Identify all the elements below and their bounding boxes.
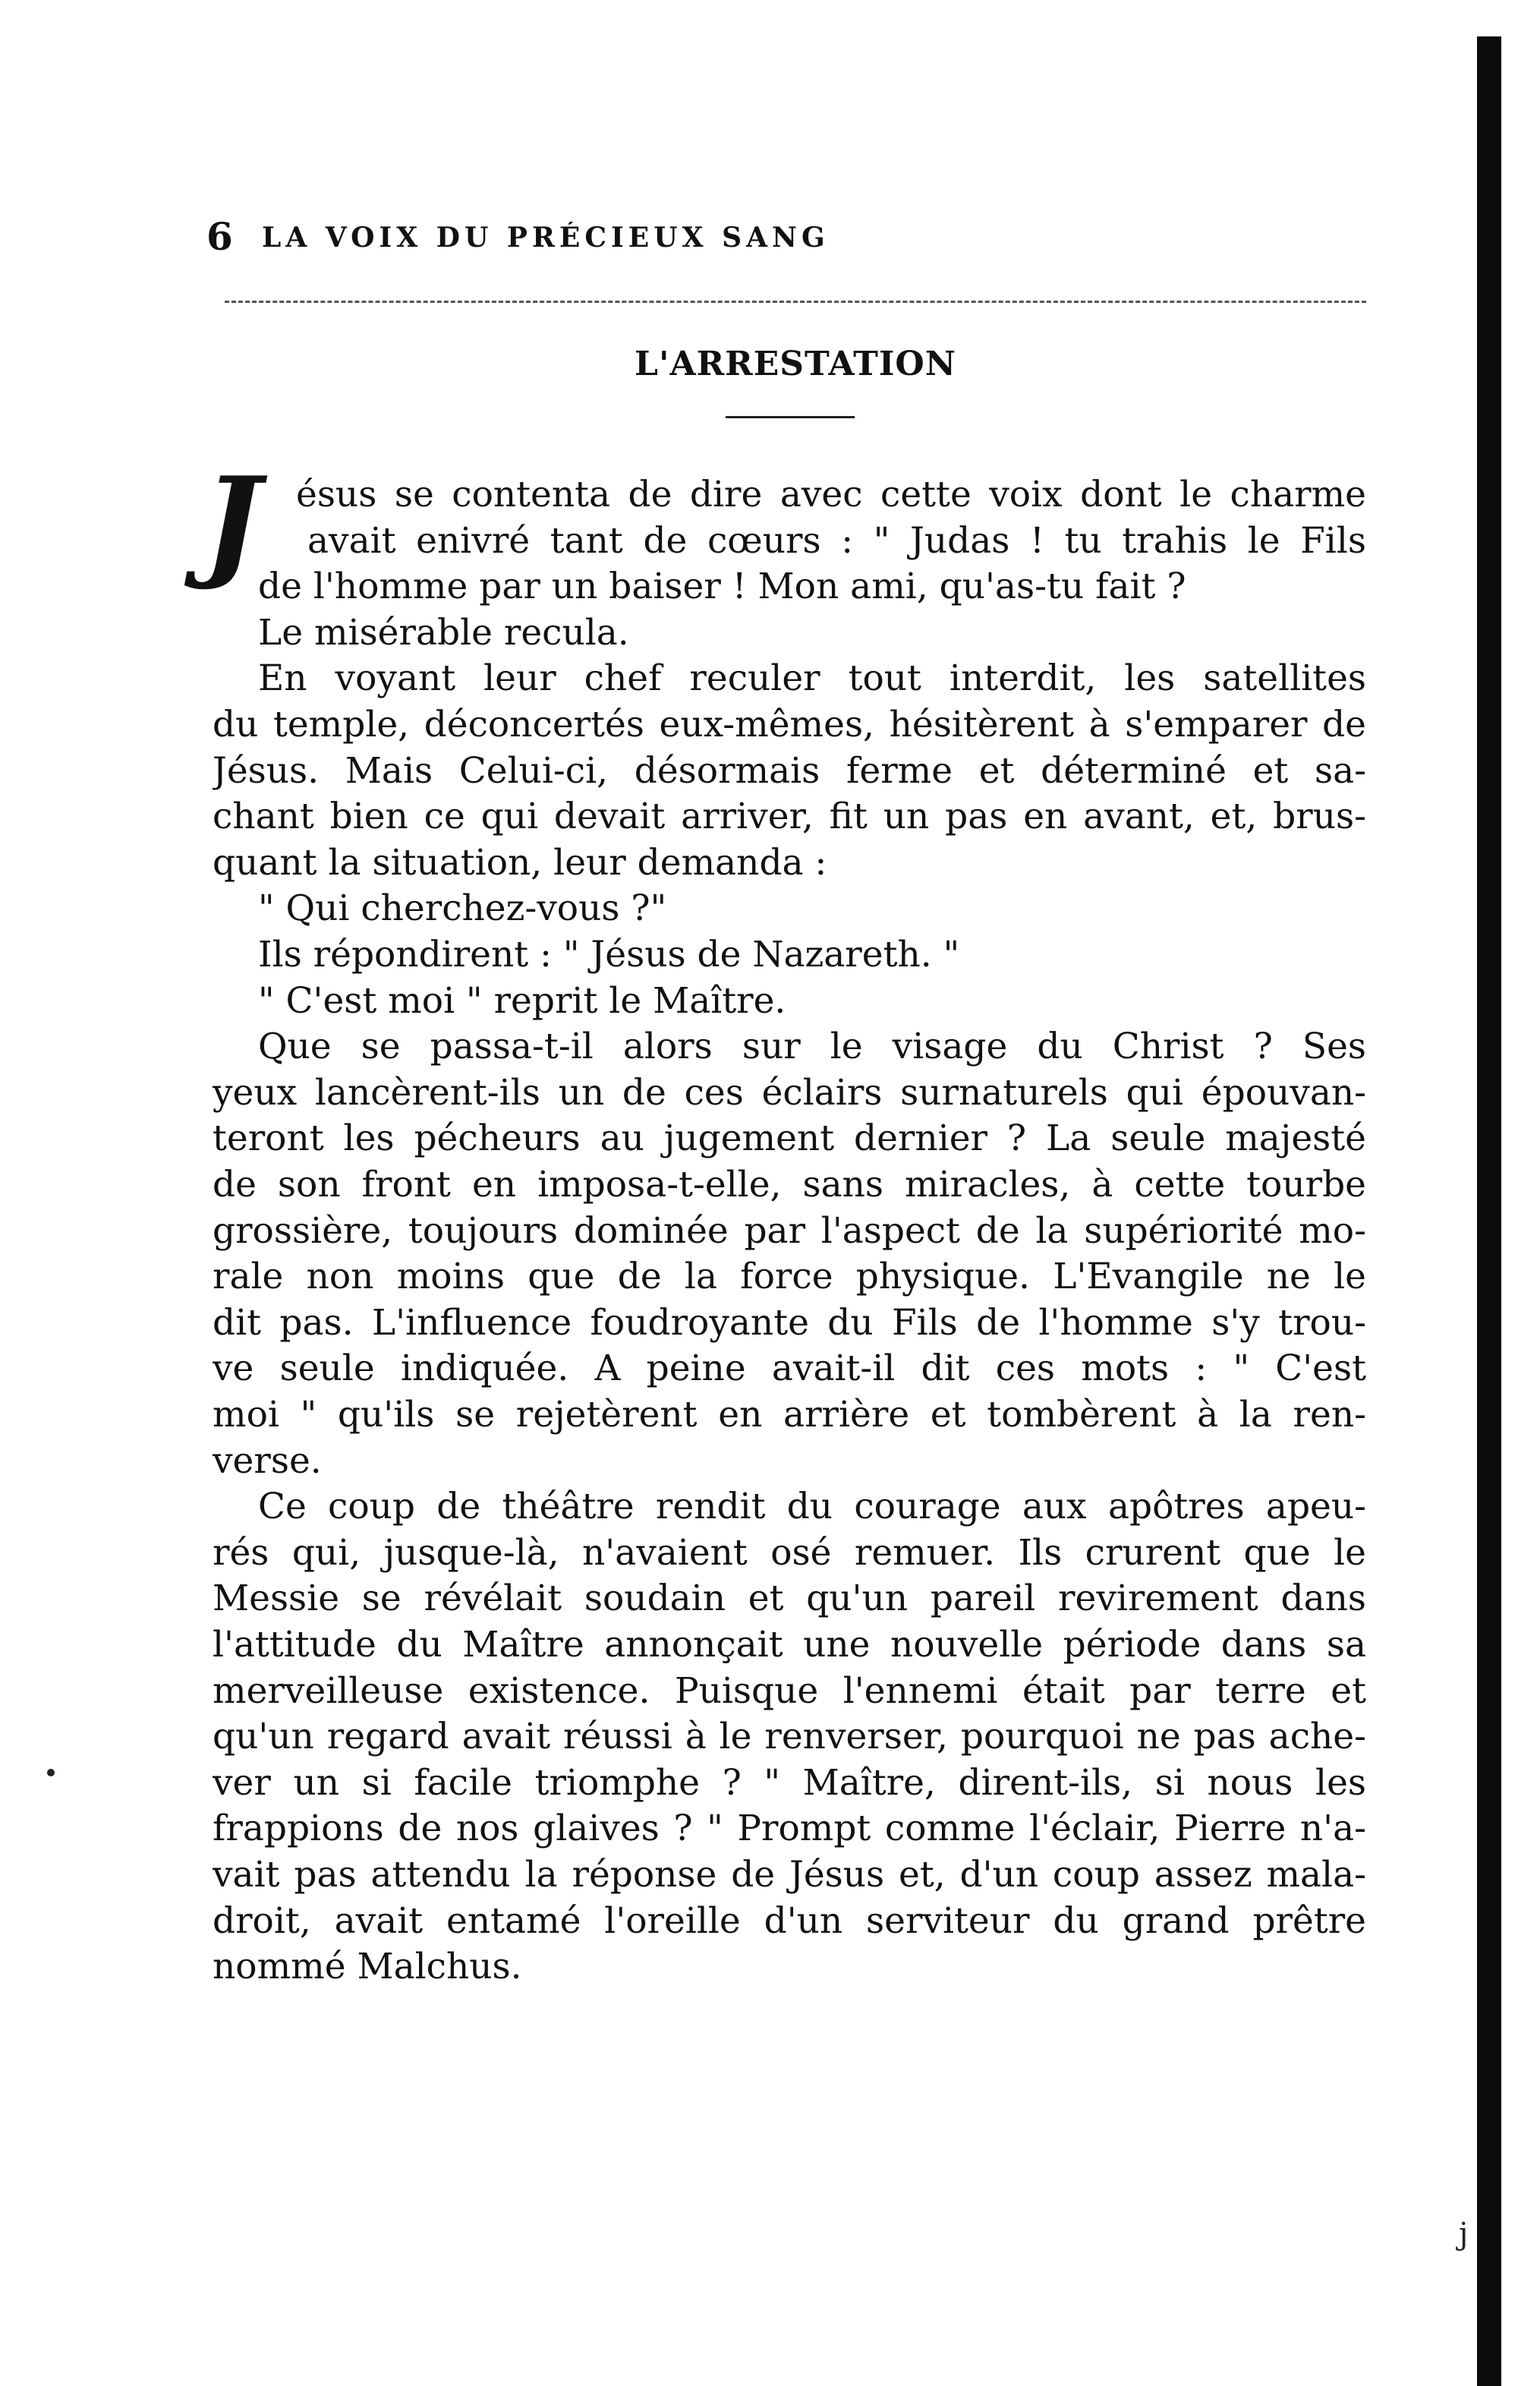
text-line: rale non moins que de la force physique. L'Evangile ne le [213,1256,1366,1297]
text-line: verse. [213,1440,322,1482]
text-line: ver un si facile triomphe ? " Maître, dirent-ils, si nous les [213,1762,1366,1804]
text-line: Jésus. Mais Celui-ci, désormais ferme et déterminé et sa- [213,750,1366,792]
drop-cap: J [203,450,261,593]
text-line: quant la situation, leur demanda : [213,842,827,884]
section-title: L'ARRESTATION [635,345,956,383]
text-line: du temple, déconcertés eux-mêmes, hésitèrent à s'emparer de [213,704,1366,745]
text-line: de l'homme par un baiser ! Mon ami, qu'as-tu fait ? [258,566,1186,607]
text-line: rés qui, jusque-là, n'avaient osé remuer. Ils crurent que le [213,1532,1366,1574]
text-line: moi " qu'ils se rejetèrent en arrière et tombèrent à la ren- [213,1394,1366,1436]
text-line: vait pas attendu la réponse de Jésus et, d'un coup assez mala- [213,1854,1366,1896]
text-line: ve seule indiquée. A peine avait-il dit ces mots : " C'est [213,1347,1366,1389]
text-line: chant bien ce qui devait arriver, fit un pas en avant, et, brus- [213,796,1366,837]
text-line: yeux lancèrent-ils un de ces éclairs surnaturels qui épouvan- [213,1072,1366,1114]
text-line: Ils répondirent : " Jésus de Nazareth. " [258,934,960,976]
text-line: qu'un regard avait réussi à le renverser, pourquoi ne pas ache- [213,1716,1366,1757]
running-head: LA VOIX DU PRÉCIEUX SANG [262,222,830,254]
text-line: grossière, toujours dominée par l'aspect de la supériorité mo- [213,1210,1366,1252]
text-line: Que se passa-t-il alors sur le visage du Christ ? Ses [258,1026,1366,1067]
text-line: " C'est moi " reprit le Maître. [258,980,786,1022]
text-line: nommé Malchus. [213,1946,522,1987]
text-line: merveilleuse existence. Puisque l'ennemi était par terre et [213,1670,1366,1712]
scan-edge-bar [1477,36,1501,2386]
text-line: teront les pécheurs au jugement dernier ? La seule majesté [213,1117,1366,1159]
margin-mark: j [1459,2217,1469,2252]
text-line: Ce coup de théâtre rendit du courage aux apôtres apeu- [258,1486,1366,1527]
text-line: frappions de nos glaives ? " Prompt comme l'éclair, Pierre n'a- [213,1808,1366,1849]
page-number: 6 [206,214,233,259]
text-line: Le misérable recula. [258,612,629,654]
text-line: dit pas. L'influence foudroyante du Fils de l'homme s'y trou- [213,1302,1366,1344]
text-line: Messie se révélait soudain et qu'un pareil revirement dans [213,1578,1366,1619]
text-line: En voyant leur chef reculer tout interdit, les satellites [258,657,1366,699]
text-line: ésus se contenta de dire avec cette voix dont le charme [296,474,1366,515]
text-line: " Qui cherchez-vous ?" [258,887,667,929]
text-line: avait enivré tant de cœurs : " Judas ! tu trahis le Fils [307,520,1366,562]
text-line: l'attitude du Maître annonçait une nouvelle période dans sa [213,1624,1366,1666]
text-line: droit, avait entamé l'oreille d'un serviteur du grand prêtre [213,1900,1366,1942]
title-rule [726,416,855,418]
margin-speck [47,1769,55,1776]
header-rule [225,301,1366,303]
text-line: de son front en imposa-t-elle, sans miracles, à cette tourbe [213,1164,1366,1206]
